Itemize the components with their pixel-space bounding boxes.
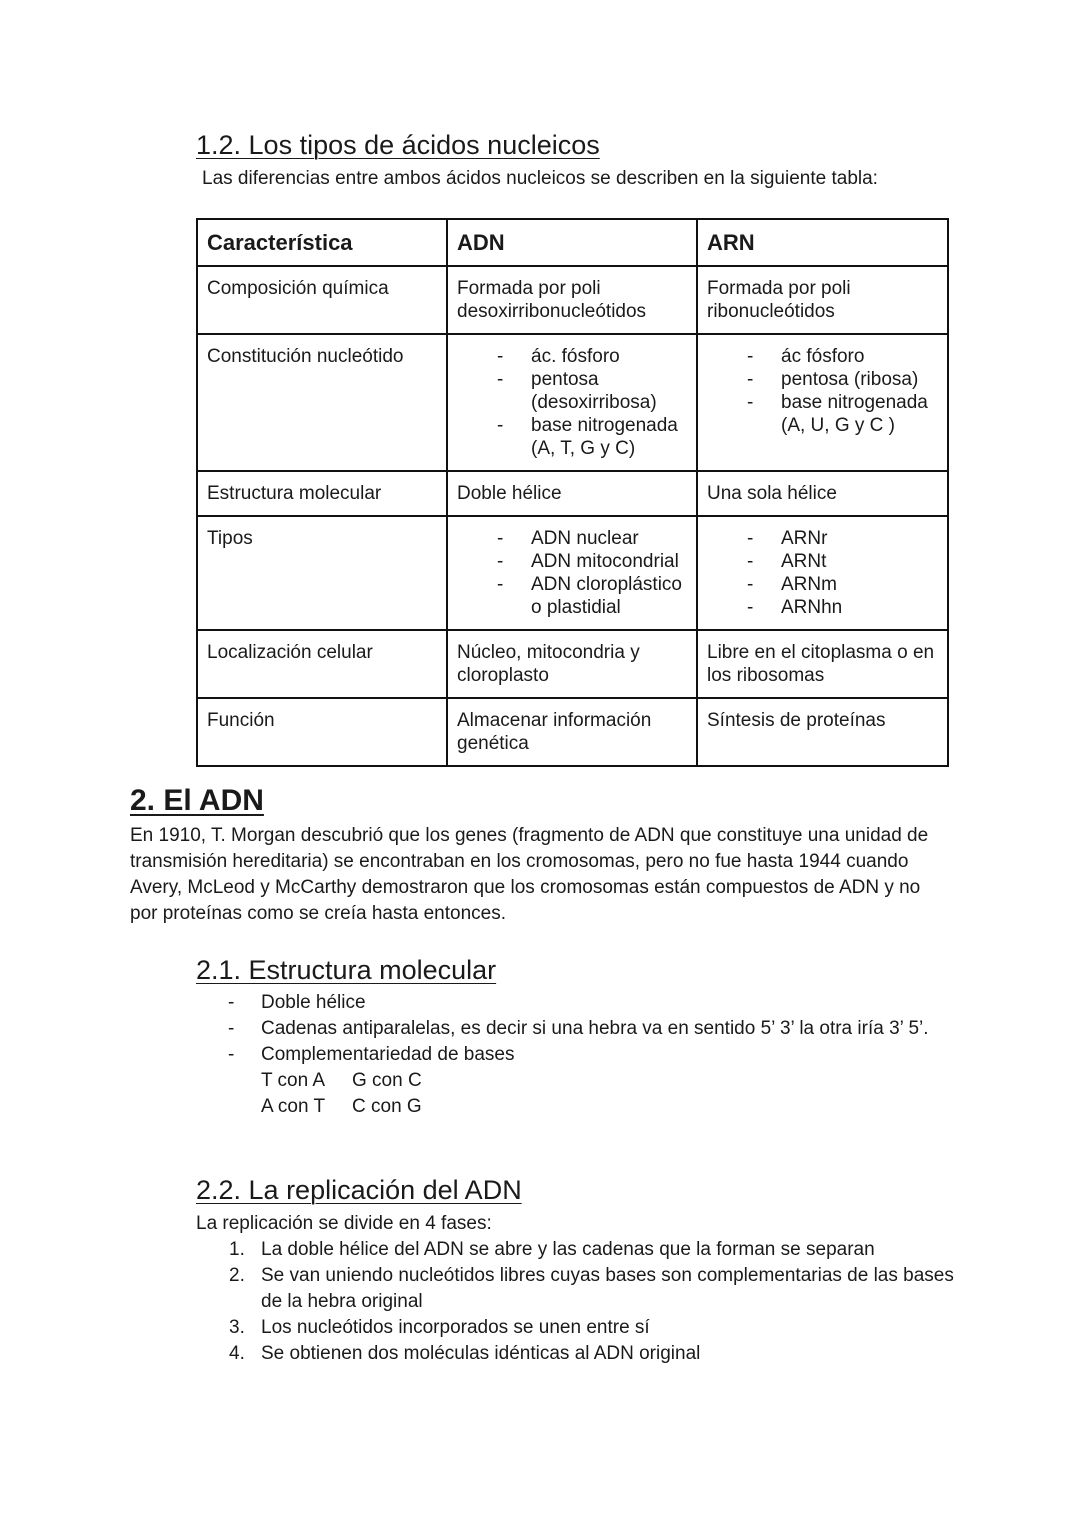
section-1-2-intro: Las diferencias entre ambos ácidos nucleicos se describen en la siguiente tabla: xyxy=(202,168,878,189)
table-cell xyxy=(697,630,948,698)
table-cell xyxy=(197,516,447,630)
list-item: - Cadenas antiparalelas, es decir si una hebra va en sentido 5’ 3’ la otra iría 3’ 5’. xyxy=(228,1018,929,1039)
table-cell xyxy=(447,334,697,471)
list-item: - pentosa (desoxirribosa) xyxy=(457,368,688,414)
row-label: Tipos xyxy=(207,528,253,549)
comparison-table xyxy=(196,218,949,767)
table-cell xyxy=(447,266,697,334)
row-label: Localización celular xyxy=(207,642,373,663)
adn-list xyxy=(457,345,688,460)
list-item: 4. Se obtienen dos moléculas idénticas al ADN original xyxy=(229,1343,701,1364)
section-2-2-title: 2.2. La replicación del ADN xyxy=(196,1175,522,1205)
base-pair-row: T con A G con C xyxy=(261,1070,422,1091)
list-item: - ác fósforo xyxy=(707,345,939,368)
list-item: 3. Los nucleótidos incorporados se unen entre sí xyxy=(229,1317,650,1338)
arn-list xyxy=(707,527,939,619)
header-caracteristica: Característica xyxy=(207,230,353,255)
list-item: - ADN nuclear xyxy=(457,527,688,550)
arn-value: Libre en el citoplasma o en los ribosomas xyxy=(707,642,935,686)
arn-value: Una sola hélice xyxy=(707,483,837,504)
list-item: - ADN cloroplástico o plastidial xyxy=(457,573,688,619)
replication-block xyxy=(196,1211,956,1367)
header-arn: ARN xyxy=(707,230,755,255)
table-cell xyxy=(447,698,697,766)
adn-value: Doble hélice xyxy=(457,483,562,504)
header-adn: ADN xyxy=(457,230,505,255)
table-row xyxy=(197,266,948,334)
table-cell xyxy=(197,334,447,471)
table-header-row xyxy=(197,219,948,266)
section-2-title: 2. El ADN xyxy=(130,784,264,817)
list-item: - ARNr xyxy=(707,527,939,550)
table-header-cell xyxy=(447,219,697,266)
list-item: - base nitrogenada (A, T, G y C) xyxy=(457,414,688,460)
section-1-2-title: 1.2. Los tipos de ácidos nucleicos xyxy=(196,130,600,160)
table-cell xyxy=(447,516,697,630)
row-label: Constitución nucleótido xyxy=(207,346,404,367)
row-label: Estructura molecular xyxy=(207,483,382,504)
base-pairs xyxy=(196,1068,956,1120)
adn-value: Formada por poli desoxirribonucleótidos xyxy=(457,278,647,322)
list-item: - Complementariedad de bases xyxy=(228,1044,515,1065)
adn-list xyxy=(457,527,688,619)
table-cell xyxy=(197,266,447,334)
row-label: Función xyxy=(207,710,275,731)
arn-list xyxy=(707,345,939,437)
table-cell xyxy=(697,334,948,471)
table-cell xyxy=(697,471,948,516)
table-cell xyxy=(197,698,447,766)
list-item: - pentosa (ribosa) xyxy=(707,368,939,391)
section-2-paragraph: En 1910, T. Morgan descubrió que los genes (fragmento de ADN que constituye una unidad de transmisión hereditaria) se encontraban en los cromosomas, pero no fue hasta 1944 cuando Avery, McLeod y McCarthy demostraron que los cromosomas están compuestos de ADN y no por proteínas como se creía hasta entonces. xyxy=(130,825,929,924)
row-label: Composición química xyxy=(207,278,389,299)
table-row xyxy=(197,698,948,766)
list-item: - ARNhn xyxy=(707,596,939,619)
table-cell xyxy=(447,471,697,516)
arn-value: Síntesis de proteínas xyxy=(707,710,886,731)
replication-intro: La replicación se divide en 4 fases: xyxy=(196,1213,492,1234)
table-header-cell xyxy=(197,219,447,266)
table-header-cell xyxy=(697,219,948,266)
table-row xyxy=(197,630,948,698)
section-2-1-title: 2.1. Estructura molecular xyxy=(196,955,497,985)
arn-value: Formada por poli ribonucleótidos xyxy=(707,278,851,322)
list-item: 1. La doble hélice del ADN se abre y las cadenas que la forman se separan xyxy=(229,1239,875,1260)
table-cell xyxy=(447,630,697,698)
table-row xyxy=(197,334,948,471)
table-cell xyxy=(197,630,447,698)
list-item: - ác. fósforo xyxy=(457,345,688,368)
list-item: 2. Se van uniendo nucleótidos libres cuyas bases son complementarias de las bases de la hebra original xyxy=(229,1265,954,1312)
table-cell xyxy=(697,698,948,766)
adn-value: Núcleo, mitocondria y cloroplasto xyxy=(457,642,640,686)
adn-value: Almacenar información genética xyxy=(457,710,652,754)
list-item: - ARNm xyxy=(707,573,939,596)
table-cell xyxy=(197,471,447,516)
base-pair-row: A con T C con G xyxy=(261,1096,422,1117)
list-item: - Doble hélice xyxy=(228,992,366,1013)
table-cell xyxy=(697,516,948,630)
table-row xyxy=(197,516,948,630)
list-item: - ADN mitocondrial xyxy=(457,550,688,573)
table-cell xyxy=(697,266,948,334)
table-row xyxy=(197,471,948,516)
structure-list xyxy=(196,990,956,1120)
list-item: - base nitrogenada (A, U, G y C ) xyxy=(707,391,939,437)
list-item: - ARNt xyxy=(707,550,939,573)
